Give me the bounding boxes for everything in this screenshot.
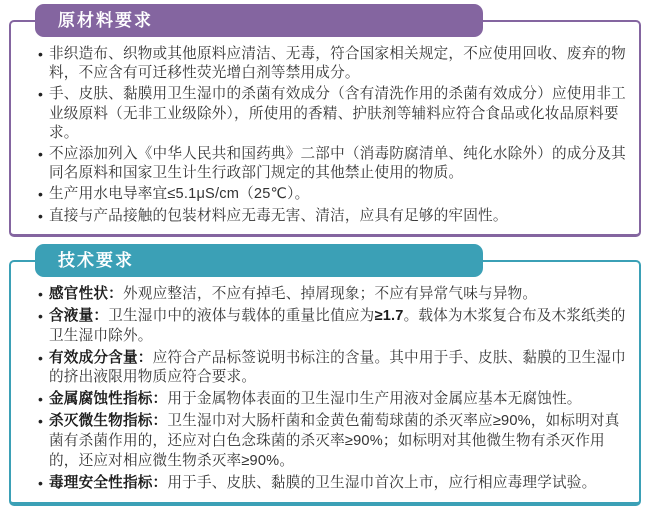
section-title: 原材料要求 [58, 11, 153, 30]
list-item [38, 207, 629, 226]
section-technical-requirements [9, 244, 641, 506]
section-card [9, 20, 641, 237]
list-item [38, 45, 629, 83]
item-label: 感官性状： [49, 285, 123, 302]
item-label: 毒理安全性指标： [49, 474, 168, 491]
section-header-tab [35, 244, 483, 277]
list-item [38, 474, 629, 494]
section-title: 技术要求 [58, 250, 134, 270]
item-text: 应符合产品标签说明书标注的含量。其中用于手、皮肤、黏膜的卫生湿巾的挤出液限用物质应符合要求。 [49, 349, 626, 386]
bullet-dot: • [38, 413, 44, 430]
list-item [38, 349, 629, 388]
item-text: 卫生湿巾对大肠杆菌和金黄色葡萄球菌的杀灭率应≥90%，如标明对真菌有杀菌作用的，还应对白色念珠菌的杀灭率≥90%；如标明对其他微生物有杀灭作用的，还应对相应微生物杀灭率≥90%。 [49, 413, 620, 469]
item-label: 有效成分含量： [49, 349, 153, 366]
list-item [38, 145, 629, 183]
list-item [38, 412, 629, 471]
item-label: 含液量： [49, 307, 109, 324]
bullet-dot: • [38, 349, 44, 366]
item-text: 直接与产品接触的包装材料应无毒无害、清洁，应具有足够的牢固性。 [49, 207, 508, 224]
bullet-dot: • [38, 186, 44, 203]
item-text: 用于金属物体表面的卫生湿巾生产用液对金属应基本无腐蚀性。 [167, 391, 582, 408]
requirement-list [23, 45, 629, 226]
section-header-tab [35, 4, 483, 37]
item-label: 金属腐蚀性指标： [49, 391, 168, 408]
list-item [38, 285, 629, 305]
bullet-dot: • [38, 146, 44, 163]
list-item [38, 307, 629, 346]
list-item [38, 85, 629, 143]
item-text: 生产用水电导率宜≤5.1μS/cm（25℃）。 [49, 186, 310, 203]
item-text: 非织造布、织物或其他原料应清洁、无毒，符合国家相关规定，不应使用回收、废弃的物料，不应含有可迁移性荧光增白剂等禁用成分。 [49, 46, 626, 82]
bullet-dot: • [38, 391, 44, 408]
section-raw-materials [9, 0, 641, 237]
section-card [9, 260, 641, 506]
item-text: 外观应整洁，不应有掉毛、掉屑现象；不应有异常气味与异物。 [122, 285, 538, 302]
item-text: 用于手、皮肤、黏膜的卫生湿巾首次上市，应行相应毒理学试验。 [167, 474, 597, 491]
list-item [38, 185, 629, 204]
item-text: 不应添加列入《中华人民共和国药典》二部中（消毒防腐清单、纯化水除外）的成分及其同名原料和国家卫生计生行政部门规定的其他禁止使用的物质。 [49, 146, 626, 182]
bullet-dot: • [38, 474, 44, 491]
item-text: 。载体为木浆复合布及木浆纸类的卫生湿巾除外。 [49, 307, 626, 344]
item-text: 手、皮肤、黏膜用卫生湿巾的杀菌有效成分（含有清洗作用的杀菌有效成分）应使用非工业级原料（无非工业级除外），所使用的香精、护肤剂等辅料应符合食品或化妆品原料要求。 [49, 86, 626, 141]
item-text: 卫生湿巾中的液体与载体的重量比值应为 [108, 307, 375, 324]
bullet-dot: • [38, 307, 44, 324]
bullet-dot: • [38, 86, 44, 103]
item-bold-value: ≥1.7 [374, 307, 404, 324]
bullet-dot: • [38, 285, 44, 302]
bullet-dot: • [38, 207, 44, 224]
bullet-dot: • [38, 46, 44, 62]
list-item [38, 390, 629, 410]
requirement-list [23, 285, 629, 493]
item-label: 杀灭微生物指标： [49, 413, 168, 430]
